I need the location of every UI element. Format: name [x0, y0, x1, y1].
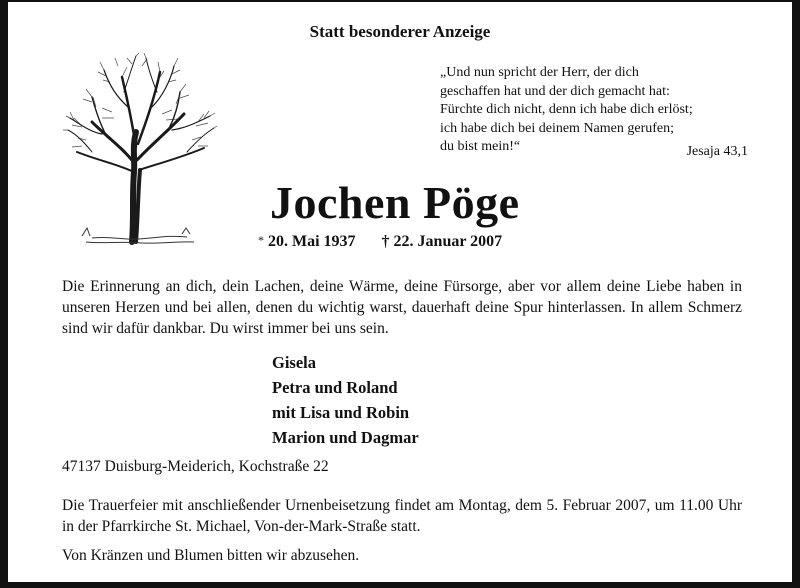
quote-line: „Und nun spricht der Herr, der dich: [440, 65, 639, 80]
funeral-ceremony-info: Die Trauerfeier mit anschließender Urnenbeisetzung findet am Montag, dem 5. Februar 2007, um 11.00 Uhr in der Pfarrkirche St. Michael, Von-der-Mark-Straße statt.: [62, 497, 742, 535]
death-date: 22. Januar 2007: [393, 233, 503, 250]
death-cross-icon: †: [381, 233, 390, 250]
tree-illustration-icon: [62, 52, 218, 248]
memorial-text: Die Erinnerung an dich, dein Lachen, deine Wärme, deine Fürsorge, aber vor allem deine Liebe haben in unseren Herzen und bei allen, denen du wichtig warst, dauerhaft deine Spur hinterlassen. In allem Schmerz sind wir dafür dankbar. Du wirst immer bei uns sein.: [62, 278, 742, 337]
mourner-name: Gisela: [272, 353, 316, 372]
quote-line: ich habe dich bei deinem Namen gerufen;: [440, 120, 675, 136]
quote-reference: Jesaja 43,1: [686, 144, 748, 159]
birth-symbol: *: [258, 233, 264, 247]
mourners-list: [272, 350, 419, 450]
deceased-name: Jochen Pöge: [270, 177, 520, 228]
closing-note: Von Kränzen und Blumen bitten wir abzusehen.: [62, 547, 360, 564]
bible-quote: [440, 64, 750, 157]
mourner-name: Marion und Dagmar: [272, 428, 419, 447]
family-address: 47137 Duisburg-Meiderich, Kochstraße 22: [62, 458, 329, 475]
mourner-name: mit Lisa und Robin: [272, 403, 410, 422]
life-dates: [258, 233, 502, 251]
quote-line: Fürchte dich nicht, denn ich habe dich erlöst;: [440, 102, 693, 117]
notice-heading: Statt besonderer Anzeige: [309, 22, 491, 41]
mourner-name: Petra und Roland: [272, 378, 398, 397]
birth-date: 20. Mai 1937: [268, 233, 356, 250]
quote-line: geschaffen hat und der dich gemacht hat:: [440, 83, 670, 99]
quote-line: du bist mein!“: [440, 139, 521, 154]
